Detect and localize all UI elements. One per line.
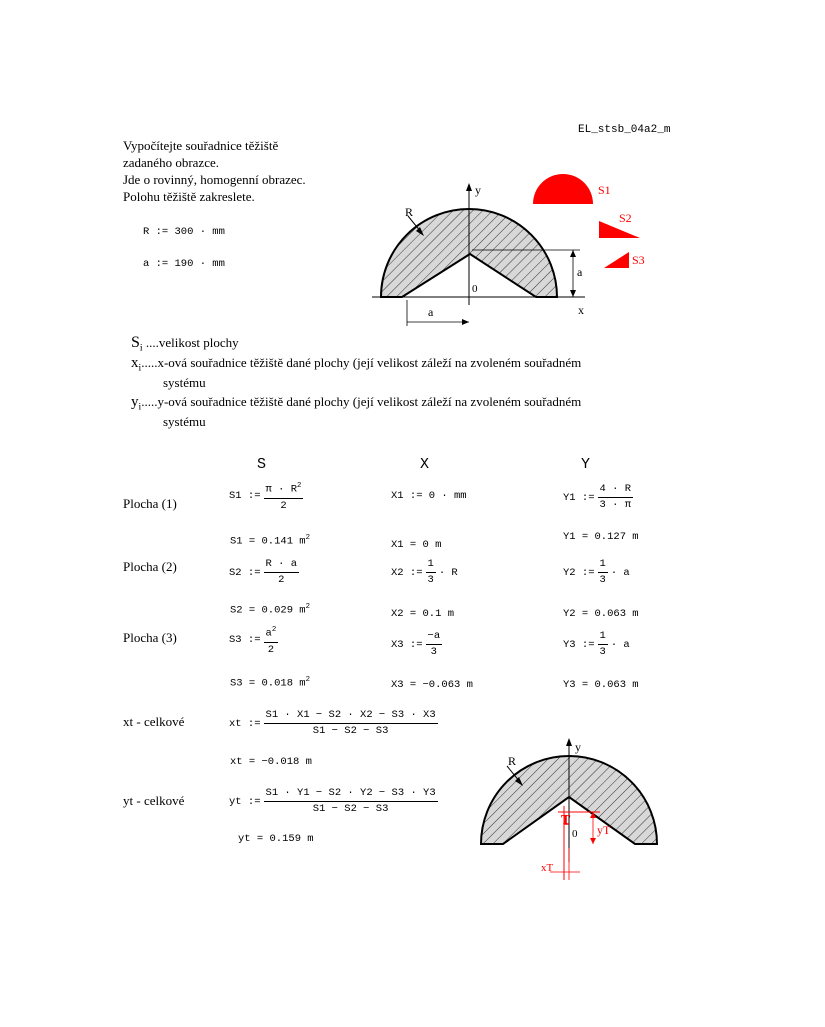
label-origin: 0 [472,283,478,295]
label-y: y [475,183,481,197]
formula-Y3: Y3 := $\frac{1}{3}$ · a [563,630,630,658]
given-a: a := 190 · mm [143,258,225,270]
row-label-yt: yt - celkové [123,793,185,808]
result-xt: xt = −0.018 m [230,756,312,768]
formula-S1: S1 := $\frac{\pi \cdot R^2}{2}$ [229,482,302,512]
header-S: S [257,456,267,473]
given-R: R := 300 · mm [143,226,225,238]
label-origin: 0 [572,828,578,840]
result-Y3: Y3 = 0.063 m [563,679,639,691]
label-y: y [575,740,581,754]
label-S3: S3 [632,253,645,267]
label-a-horizontal: a [428,305,434,319]
result-Y2: Y2 = 0.063 m [563,608,639,620]
result-yt: yt = 0.159 m [238,833,314,845]
label-T: T [561,813,571,828]
label-x: x [578,303,584,317]
formula-X3: X3 := $\frac{-a}{3}$ [391,630,441,658]
label-R: R [508,754,517,768]
formula-Y1: Y1 := $\frac{4 \cdot R}{3 \cdot \pi}$ [563,483,632,511]
intro-line: Jde o rovinný, homogenní obrazec. [123,172,306,187]
formula-Y2: Y2 := $\frac{1}{3}$ · a [563,558,630,586]
result-S2: S2 = 0.029 $m^2$ [230,603,311,617]
component-S3 [604,252,629,268]
definition-x-cont: systému [163,375,206,390]
label-R: R [405,205,414,219]
intro-text [123,137,306,205]
result-X3: X3 = −0.063 m [391,679,473,691]
figure-shape [370,178,645,328]
result-S3: S3 = 0.018 $m^2$ [230,676,311,690]
figure-centroid [470,735,670,885]
formula-X1: X1 := 0 · mm [391,490,467,502]
definition-y: $y_i.....y$-ová souřadnice těžiště dané plochy (její velikost záleží na zvoleném souřadném [131,394,582,413]
label-xT: xT [541,862,554,874]
intro-line: zadaného obrazce. [123,155,219,170]
formula-yt: yt := $\frac{S1 \cdot Y1 - S2 \cdot Y2 - S3 \cdot Y3}{S1 - S2 - S3}$ [229,787,436,815]
formula-xt: xt := $\frac{S1 \cdot X1 - S2 \cdot X2 - S3 \cdot X3}{S1 - S2 - S3}$ [229,709,436,737]
result-Y1: Y1 = 0.127 m [563,531,639,543]
intro-line: Vypočítejte souřadnice těžiště [123,138,279,153]
label-S2: S2 [619,211,632,225]
row-label-xt: xt - celkové [123,714,185,729]
formula-S3: S3 := $\frac{a^2}{2}$ [229,626,277,656]
definition-y-cont: systému [163,414,206,429]
row-label-3: Plocha (3) [123,630,177,645]
document-id: EL_stsb_04a2_m [578,124,671,136]
formula-X2: X2 := $\frac{1}{3}$ · R [391,558,458,586]
label-a-vertical: a [577,265,583,279]
label-yT: yT [597,823,611,837]
definition-S: $S_i$ ....velikost plochy [131,334,239,354]
component-S1 [533,174,593,204]
label-S1: S1 [598,183,611,197]
result-X1: X1 = 0 m [391,539,442,551]
formula-S2: S2 := $\frac{R \cdot a}{2}$ [229,558,298,586]
row-label-2: Plocha (2) [123,559,177,574]
result-S1: S1 = 0.141 $m^2$ [230,534,311,548]
header-X: X [420,456,430,473]
result-X2: X2 = 0.1 m [391,608,455,620]
definition-x: $x_i.....x$-ová souřadnice těžiště dané plochy (její velikost záleží na zvoleném souřadném [131,355,582,374]
intro-line: Polohu těžiště zakreslete. [123,189,255,204]
row-label-1: Plocha (1) [123,496,177,511]
header-Y: Y [581,456,591,473]
